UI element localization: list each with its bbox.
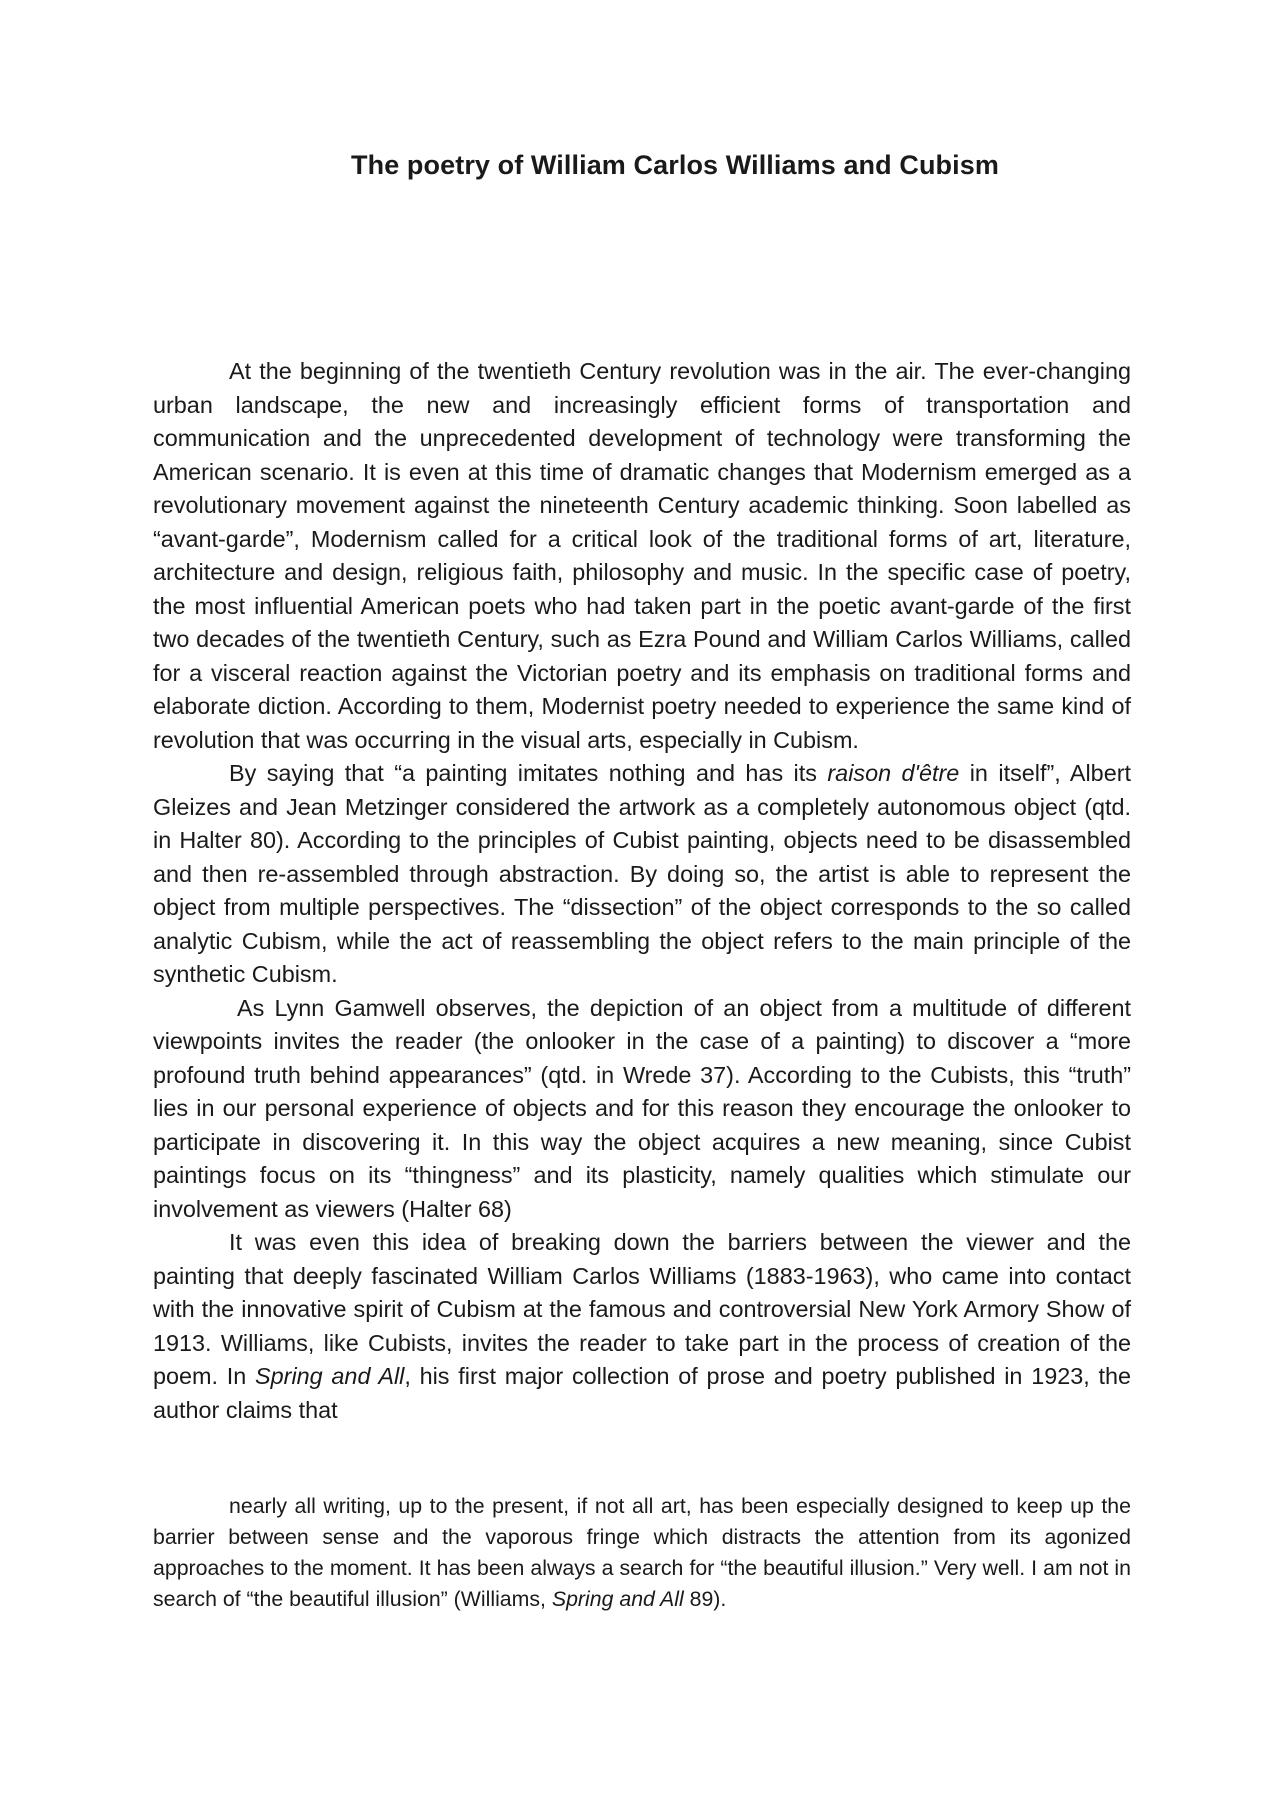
- paragraph-2: [153, 757, 1131, 992]
- paragraph-2-text-end: in itself”, Albert Gleizes and Jean Metzinger considered the artwork as a completely autonomous object (qtd. in Halter 80). According to the principles of Cubist painting, objects need to be disassembled and then re-assembled through abstraction. By doing so, the artist is able to represent the object from multiple perspectives. The “dissection” of the object corresponds to the so called analytic Cubism, while the act of reassembling the object refers to the main principle of the synthetic Cubism.: [153, 760, 1131, 987]
- paragraph-1: [153, 355, 1131, 757]
- paragraph-1-text: At the beginning of the twentieth Century revolution was in the air. The ever-changing urban landscape, the new and increasingly efficient forms of transportation and communication and the unprecedented development of technology were transforming the American scenario. It is even at this time of dramatic changes that Modernism emerged as a revolutionary movement against the nineteenth Century academic thinking. Soon labelled as “avant-garde”, Modernism called for a critical look of the traditional forms of art, literature, architecture and design, religious faith, philosophy and music. In the specific case of poetry, the most influential American poets who had taken part in the poetic avant-garde of the first two decades of the twentieth Century, such as Ezra Pound and William Carlos Williams, called for a visceral reaction against the Victorian poetry and its emphasis on traditional forms and elaborate diction. According to them, Modernist poetry needed to experience the same kind of revolution that was occurring in the visual arts, especially in Cubism.: [153, 358, 1131, 753]
- paragraph-4-text-start: It was even this idea of breaking down the barriers between the viewer and the painting that deeply fascinated William Carlos Williams (1883-1963), who came into contact with the innovative spirit of Cubism at the famous and controversial New York Armory Show of 1913. Williams, like Cubists, invites the reader to take part in the process of creation of the poem. In: [153, 1229, 1131, 1389]
- paragraph-4-italic: Spring and All: [255, 1363, 405, 1389]
- paragraph-2-italic: raison d'être: [827, 760, 960, 786]
- paragraph-4-text-end: , his first major collection of prose and poetry published in 1923, the author claims that: [153, 1363, 1132, 1423]
- paragraph-3: [153, 992, 1131, 1227]
- block-quote: [153, 1491, 1131, 1615]
- block-quote-text-start: nearly all writing, up to the present, if not all art, has been especially designed to keep up the barrier between sense and the vaporous fringe which distracts the attention from its agonized approaches to the moment. It has been always a search for “the beautiful illusion.” Very well. I am not in search of “the beautiful illusion” (Williams,: [153, 1494, 1131, 1611]
- paragraph-4: [153, 1226, 1131, 1427]
- block-quote-italic: Spring and All: [551, 1587, 684, 1611]
- paragraph-2-text-start: By saying that “a painting imitates nothing and has its: [229, 760, 828, 786]
- page-title: The poetry of William Carlos Williams and Cubism: [351, 150, 999, 180]
- paragraph-3-text: As Lynn Gamwell observes, the depiction of an object from a multitude of different viewpoints invites the reader (the onlooker in the case of a painting) to discover a “more profound truth behind appearances” (qtd. in Wrede 37). According to the Cubists, this “truth” lies in our personal experience of objects and for this reason they encourage the onlooker to participate in discovering it. In this way the object acquires a new meaning, since Cubist paintings focus on its “thingness” and its plasticity, namely qualities which stimulate our involvement as viewers (Halter 68): [153, 994, 1131, 1222]
- block-quote-text-end: 89).: [683, 1587, 727, 1611]
- body-text: [153, 355, 1131, 1427]
